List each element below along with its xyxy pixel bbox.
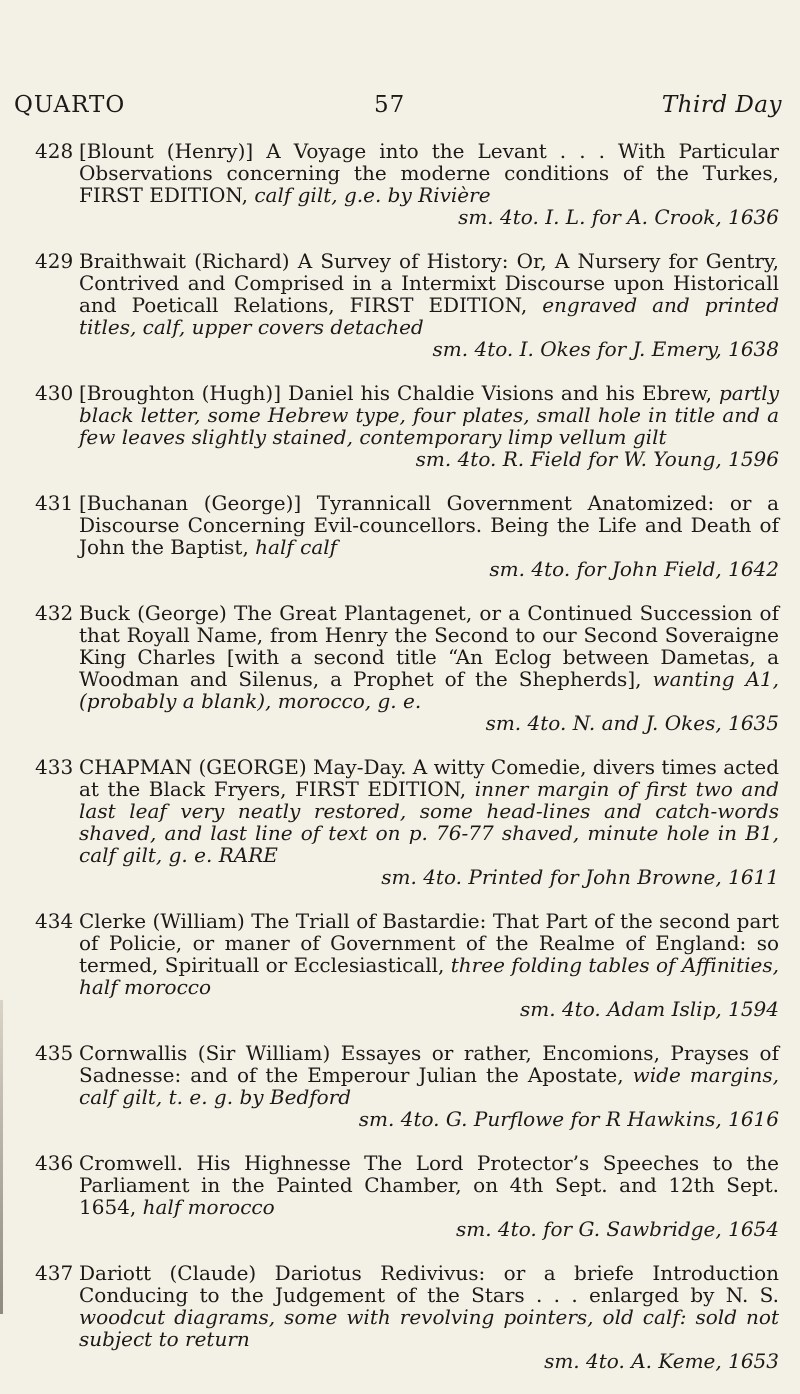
lot-condition: inner margin of first two and last leaf very neatly restored, some head-lines and catch-words shaved, and last line of text on p. 76-77 shaved, minute hole in B1, calf gilt, g. e. RARE	[79, 777, 779, 867]
lot-condition: woodcut diagrams, some with revolving pointers, old calf: sold not subject to return	[79, 1305, 779, 1351]
lot-entry	[0, 1152, 800, 1240]
lot-number: 432	[35, 601, 74, 625]
lot-description	[79, 910, 779, 1020]
lot-number: 428	[35, 139, 74, 163]
lot-imprint: sm. 4to. for G. Sawbridge, 1654	[455, 1217, 779, 1241]
lot-entry	[0, 910, 800, 1020]
lot-imprint: sm. 4to. for John Field, 1642	[489, 557, 779, 581]
page-edge-shadow	[0, 1000, 3, 1314]
lot-description	[79, 140, 779, 228]
lot-imprint: sm. 4to. Printed for John Browne, 1611	[381, 865, 779, 889]
lot-imprint: sm. 4to. R. Field for W. Young, 1596	[415, 447, 779, 471]
page-number: 57	[374, 92, 406, 118]
lot-condition: wide margins, calf gilt, t. e. g. by Bedford	[79, 1063, 779, 1109]
lot-number: 433	[35, 755, 74, 779]
lot-number: 437	[35, 1261, 74, 1285]
lot-condition: half calf	[248, 535, 338, 559]
lot-number: 431	[35, 491, 74, 515]
lot-imprint: sm. 4to. G. Purflowe for R Hawkins, 1616	[358, 1107, 779, 1131]
lot-condition: partly black letter, some Hebrew type, four plates, small hole in title and a few leaves slightly stained, contemporary limp vellum gilt	[79, 381, 779, 449]
lot-entry	[0, 382, 800, 470]
lot-description	[79, 756, 779, 888]
lot-title: CHAPMAN (GEORGE) May-Day. A witty Comedie, divers times acted at the Black Fryers, FIRST EDITION,	[79, 755, 779, 801]
lot-imprint: sm. 4to. A. Keme, 1653	[544, 1349, 779, 1373]
lot-description	[79, 1152, 779, 1240]
lot-number: 430	[35, 381, 74, 405]
lot-entry	[0, 1262, 800, 1372]
lot-condition: wanting A1, (probably a blank), morocco, g. e.	[79, 667, 780, 713]
lot-list	[0, 140, 800, 1394]
lot-description	[79, 250, 779, 360]
lot-imprint: sm. 4to. N. and J. Okes, 1635	[485, 711, 779, 735]
lot-description	[79, 382, 779, 470]
lot-title: Dariott (Claude) Dariotus Redivivus: or a briefe Introduction Conducing to the Judgement of the Stars . . . enlarged by N. S.	[79, 1261, 779, 1307]
lot-title: [Blount (Henry)] A Voyage into the Levant . . . With Particular Observations concerning the moderne conditions of the Turkes, FIRST EDITION,	[79, 139, 779, 207]
lot-imprint: sm. 4to. I. Okes for J. Emery, 1638	[432, 337, 779, 361]
lot-number: 434	[35, 909, 74, 933]
lot-condition: engraved and printed titles, calf, upper covers detached	[79, 293, 780, 339]
lot-entry	[0, 140, 800, 228]
lot-description	[79, 492, 779, 580]
lot-title: Cromwell. His Highnesse The Lord Protector’s Speeches to the Parliament in the Painted Chamber, on 4th Sept. and 12th Sept. 1654,	[79, 1151, 779, 1219]
lot-description	[79, 1262, 779, 1372]
lot-imprint: sm. 4to. I. L. for A. Crook, 1636	[458, 205, 779, 229]
lot-entry	[0, 756, 800, 888]
header-section: QUARTO	[14, 92, 126, 118]
lot-title: Braithwait (Richard) A Survey of History: Or, A Nursery for Gentry, Contrived and Comprised in a Intermixt Discourse upon Historicall and Poeticall Relations, FIRST EDITION,	[79, 249, 779, 317]
lot-description	[79, 1042, 779, 1130]
lot-entry	[0, 250, 800, 360]
lot-condition: calf gilt, g.e. by Rivière	[247, 183, 491, 207]
lot-number: 435	[35, 1041, 74, 1065]
lot-imprint: sm. 4to. Adam Islip, 1594	[520, 997, 779, 1021]
lot-title: Clerke (William) The Triall of Bastardie: That Part of the second part of Policie, or maner of Government of the Realme of England: so termed, Spirituall or Ecclesiasticall,	[79, 909, 779, 977]
header-day: Third Day	[661, 92, 782, 118]
lot-condition: three folding tables of Affinities, half morocco	[79, 953, 779, 999]
page-header	[14, 92, 782, 122]
lot-title: [Buchanan (George)] Tyrannicall Government Anatomized: or a Discourse Concerning Evil-councellors. Being the Life and Death of John the Baptist,	[79, 491, 779, 559]
lot-entry	[0, 1042, 800, 1130]
lot-entry	[0, 492, 800, 580]
lot-title: [Broughton (Hugh)] Daniel his Chaldie Visions and his Ebrew,	[79, 381, 712, 405]
lot-condition: half morocco	[136, 1195, 275, 1219]
lot-number: 436	[35, 1151, 74, 1175]
lot-number: 429	[35, 249, 74, 273]
lot-title: Buck (George) The Great Plantagenet, or a Continued Succession of that Royall Name, from Henry the Second to our Second Soveraigne King Charles [with a second title “An Eclog between Dametas, a Woodman and Silenus, a Prophet of the Shepherds],	[79, 601, 779, 691]
lot-title: Cornwallis (Sir William) Essayes or rather, Encomions, Prayses of Sadnesse: and of the Emperour Julian the Apostate,	[79, 1041, 779, 1087]
lot-description	[79, 602, 779, 734]
lot-entry	[0, 602, 800, 734]
